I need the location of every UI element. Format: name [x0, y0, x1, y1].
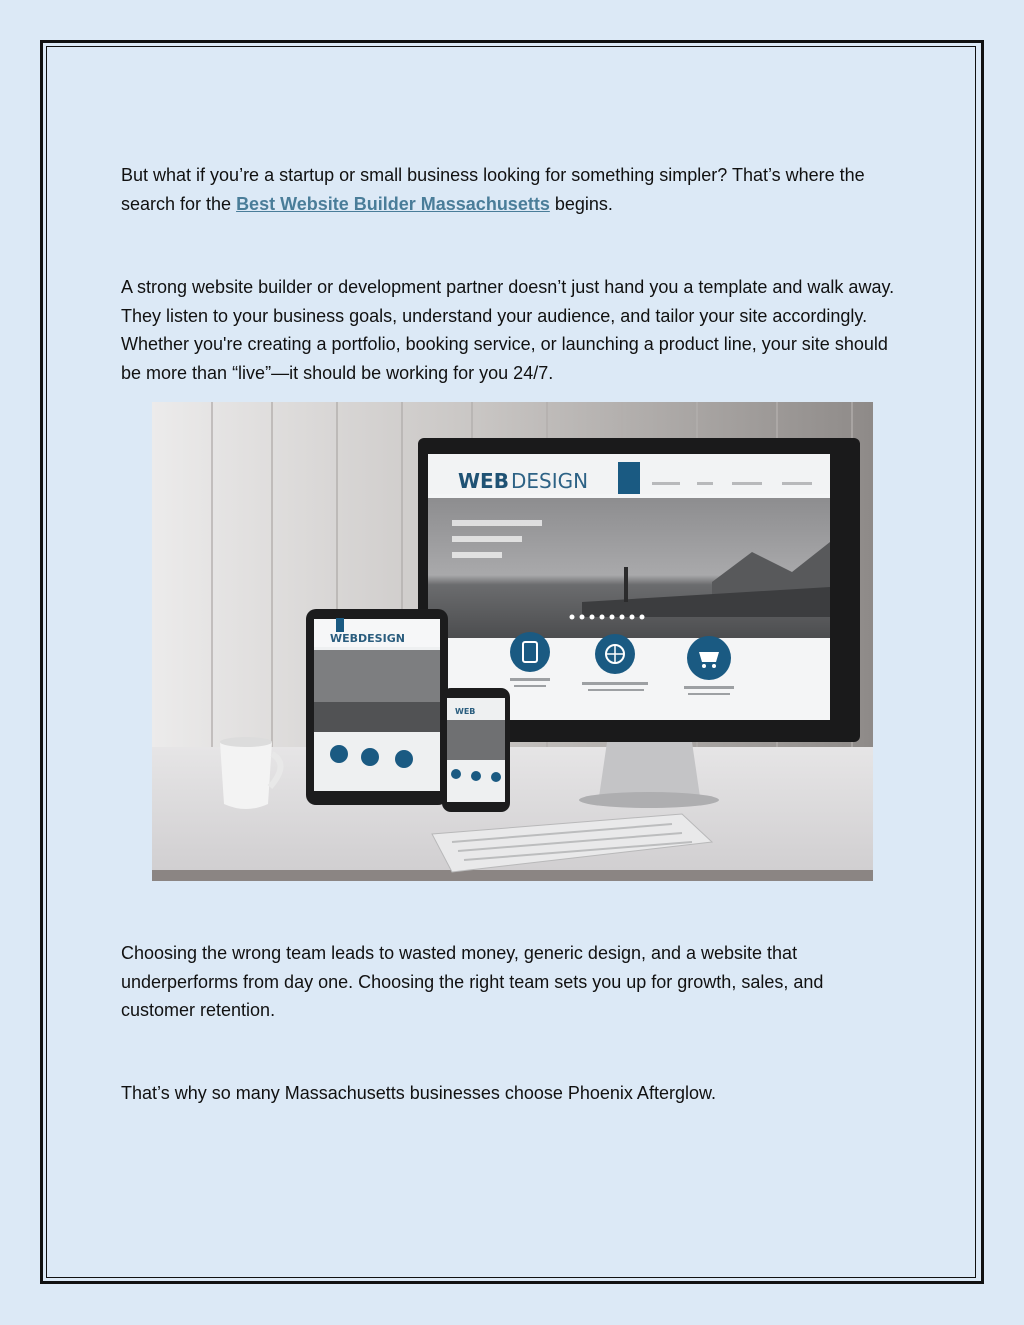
paragraph-choosing-team: Choosing the wrong team leads to wasted money, generic design, and a website that underperforms from day one. Choosing the right team sets you up for growth, sales, and customer retention. — [121, 943, 824, 1020]
paragraph-website-builder: A strong website builder or development partner doesn’t just hand you a template and walk away. They listen to your business goals, understand your audience, and tailor your site accordingly. Whether you're creating a portfolio, booking service, or launching a product line, your site should be more than “live”—it should be working for you 24/7. — [121, 277, 895, 383]
responsive-web-design-photo — [152, 402, 873, 881]
best-website-builder-link[interactable]: Best Website Builder Massachusetts — [236, 193, 550, 214]
paragraph-intro-text-after: begins. — [549, 193, 613, 214]
paragraph-intro-text-before: But what if you’re a startup or small business looking for something simpler? That’s where the search for the — [121, 165, 865, 214]
monitor-logo-light: DESIGN — [511, 469, 589, 493]
paragraph-phoenix-afterglow: That’s why so many Massachusetts businesses choose Phoenix Afterglow. — [121, 1083, 716, 1103]
monitor-logo-bold: WEB — [458, 469, 509, 493]
tablet-logo: WEBDESIGN — [330, 632, 405, 645]
phone-logo: WEB — [455, 707, 476, 716]
paragraph-intro — [121, 161, 901, 218]
